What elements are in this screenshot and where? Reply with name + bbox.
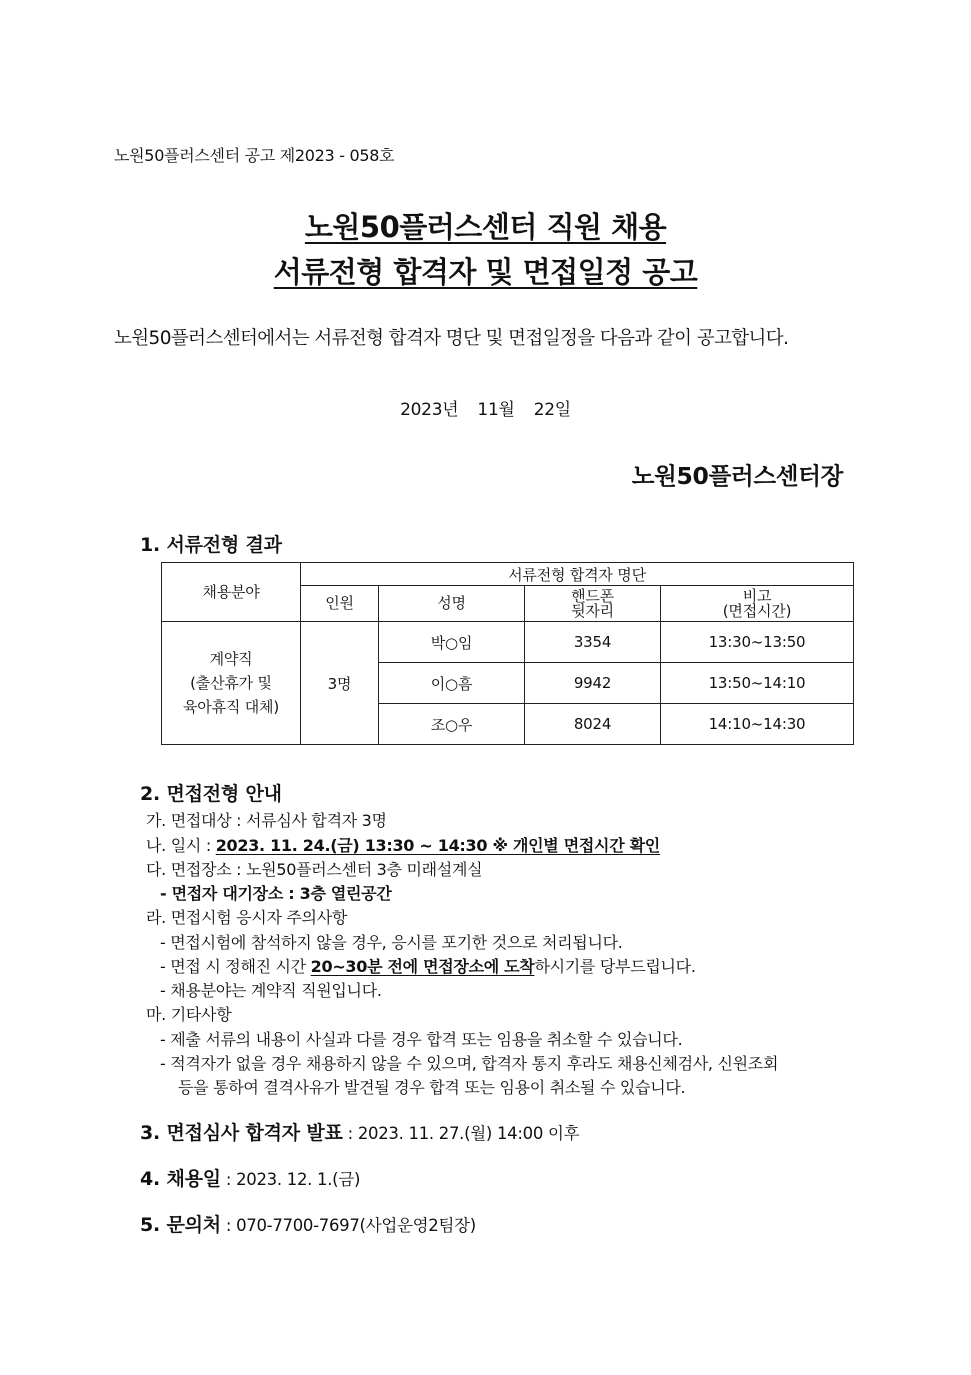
time-cell: 13:30~13:50 [661, 622, 854, 663]
waiting-area-text: - 면접자 대기장소 : 3층 열린공간 [160, 884, 392, 903]
intro-text: 노원50플러스센터에서는 서류전형 합격자 명단 및 면접일정을 다음과 같이 공고합니다. [114, 328, 789, 349]
waiting-area [160, 881, 392, 904]
precaution-emphasis: 20~30분 전에 면접장소에 도착 [310, 957, 535, 976]
field-line2: (출산휴가 및 [190, 674, 272, 692]
precaution-item [160, 954, 696, 977]
header-phone-line2: 뒷자리 [571, 601, 614, 620]
count-cell: 3명 [301, 622, 379, 745]
other-note-item-continued: 등을 통하여 결격사유가 발견될 경우 합격 또는 임용이 취소될 수 있습니다. [178, 1078, 686, 1097]
section5 [140, 1210, 476, 1237]
time-cell: 13:50~14:10 [661, 663, 854, 704]
section4 [140, 1164, 360, 1191]
section4-heading: 4. 채용일 [140, 1168, 221, 1190]
header-phone [525, 586, 661, 622]
header-name: 성명 [379, 586, 525, 622]
section1-heading: 1. 서류전형 결과 [140, 534, 282, 556]
section3-value: : 2023. 11. 27.(월) 14:00 이후 [342, 1124, 580, 1143]
section3-heading: 3. 면접심사 합격자 발표 [140, 1122, 343, 1144]
header-note [661, 586, 854, 622]
interview-target: 가. 면접대상 : 서류심사 합격자 3명 [146, 811, 387, 830]
precautions-heading: 라. 면접시험 응시자 주의사항 [146, 908, 348, 927]
issuer-name: 노원50플러스센터장 [631, 462, 843, 490]
results-table [161, 562, 854, 745]
header-field: 채용분야 [162, 563, 301, 622]
other-note-item: - 제출 서류의 내용이 사실과 다를 경우 합격 또는 임용을 취소할 수 있습니다. [160, 1030, 683, 1049]
interview-location: 다. 면접장소 : 노원50플러스센터 3층 미래설계실 [146, 860, 483, 879]
name-cell: 이○흠 [379, 663, 525, 704]
precaution-text: - 면접 시 정해진 시간 [160, 957, 311, 976]
header-phone-line1: 핸드폰 [571, 586, 614, 605]
datetime-value: 2023. 11. 24.(금) 13:30 ~ 14:30 ※ 개인별 면접시간 확인 [215, 836, 660, 855]
section2-heading: 2. 면접전형 안내 [140, 783, 282, 805]
datetime-label: 나. 일시 : [146, 836, 216, 855]
name-cell: 박○임 [379, 622, 525, 663]
field-line1: 계약직 [209, 650, 253, 668]
name-cell: 조○우 [379, 704, 525, 745]
announcement-date: 2023년 11월 22일 [400, 400, 571, 420]
header-note-line1: 비고 [742, 586, 772, 605]
other-notes-heading: 마. 기타사항 [146, 1005, 232, 1024]
time-cell: 14:10~14:30 [661, 704, 854, 745]
section5-value: : 070-7700-7697(사업운영2팀장) [220, 1216, 476, 1235]
page-title-line2 [0, 250, 971, 291]
precaution-text: 하시기를 당부드립니다. [534, 957, 696, 976]
section4-value: : 2023. 12. 1.(금) [220, 1170, 361, 1189]
phone-cell: 3354 [525, 622, 661, 663]
document-number: 노원50플러스센터 공고 제2023 - 058호 [114, 146, 395, 165]
phone-cell: 8024 [525, 704, 661, 745]
field-line3: 육아휴직 대체) [183, 698, 279, 716]
section5-heading: 5. 문의처 [140, 1214, 221, 1236]
other-note-item: - 적격자가 없을 경우 채용하지 않을 수 있으며, 합격자 통지 후라도 채용신체검사, 신원조회 [160, 1054, 779, 1073]
title-line2-text: 서류전형 합격자 및 면접일정 공고 [273, 255, 698, 289]
precaution-item: - 면접시험에 참석하지 않을 경우, 응시를 포기한 것으로 처리됩니다. [160, 933, 623, 952]
header-count: 인원 [301, 586, 379, 622]
header-note-line2: (면접시간) [722, 601, 792, 620]
interview-datetime [146, 833, 660, 856]
section3 [140, 1118, 579, 1145]
phone-cell: 9942 [525, 663, 661, 704]
header-group: 서류전형 합격자 명단 [301, 563, 854, 586]
page-title-line1 [0, 205, 971, 246]
precaution-item: - 채용분야는 계약직 직원입니다. [160, 981, 382, 1000]
table-row [162, 622, 854, 663]
field-cell [162, 622, 301, 745]
title-line1-text: 노원50플러스센터 직원 채용 [304, 210, 667, 244]
